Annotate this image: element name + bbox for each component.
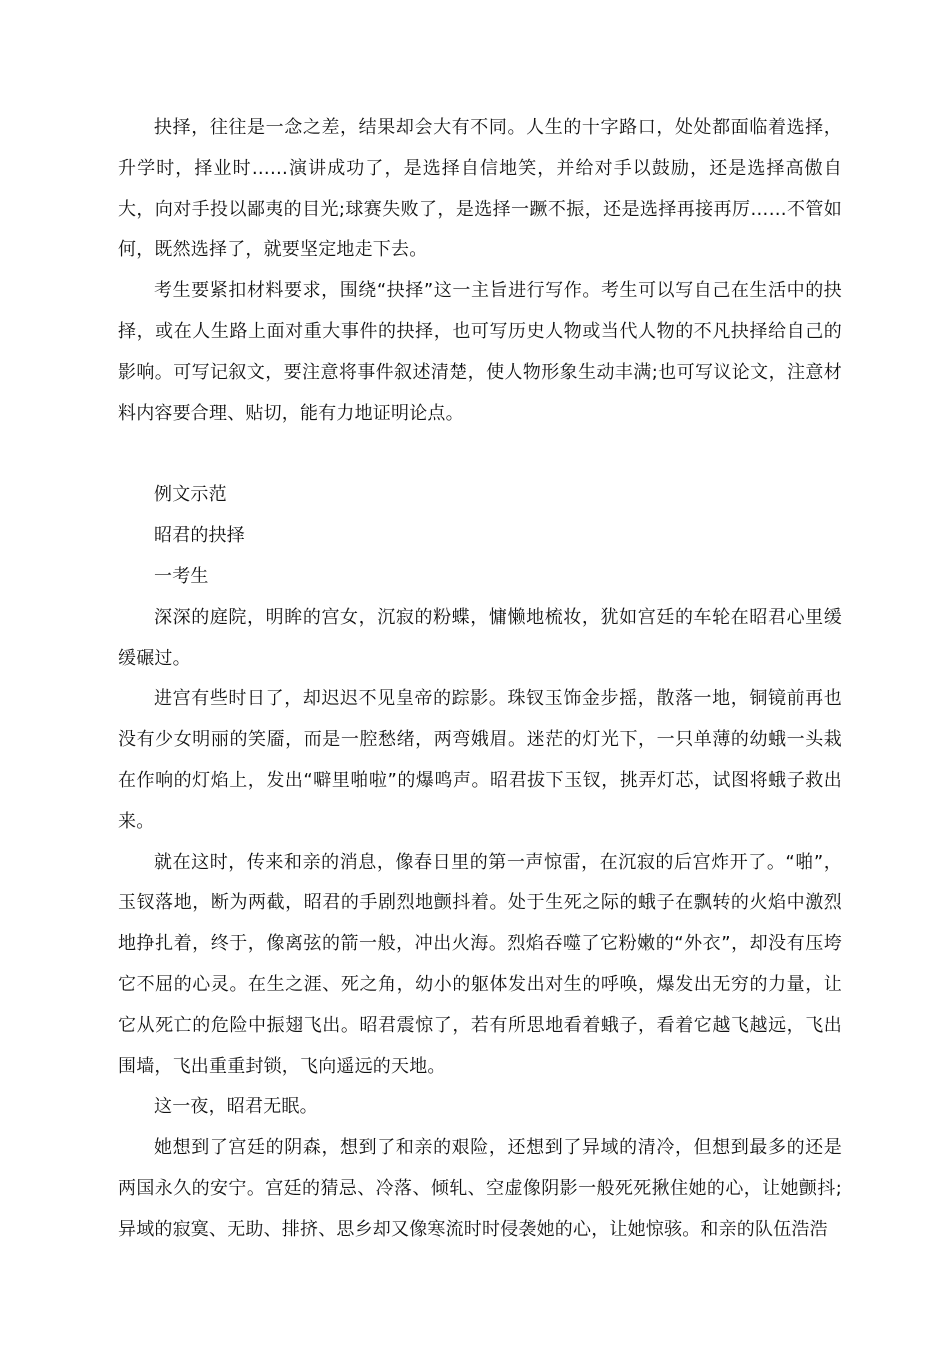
essay-paragraph-4: 这一夜，昭君无眠。 — [154, 1096, 318, 1118]
essay-title: 昭君的抉择 — [154, 525, 245, 547]
section-spacer — [118, 434, 842, 475]
essay-paragraph-5: 她想到了宫廷的阴森，想到了和亲的艰险，还想到了异域的清冷，但想到最多的还是两国永久的安宁。宫廷的猜忌、冷落、倾轧、空虚像阴影一般死死揪住她的心，让她颤抖;异域的寂寞、无助、排挤、思乡却又像寒流时时侵袭她的心，让她惊骇。和亲的队伍浩浩 — [118, 1137, 842, 1240]
intro-paragraph-2: 考生要紧扣材料要求，围绕“抉择”这一主旨进行写作。考生可以写自己在生活中的抉择，或在人生路上面对重大事件的抉择，也可写历史人物或当代人物的不凡抉择给自己的影响。可写记叙文，要注意将事件叙述清楚，使人物形象生动丰满;也可写议论文，注意材料内容要合理、贴切，能有力地证明论点。 — [118, 280, 842, 424]
document-body — [118, 108, 842, 1251]
essay-paragraph-1: 深深的庭院，明眸的宫女，沉寂的粉蝶，慵懒地梳妆，犹如宫廷的车轮在昭君心里缓缓碾过。 — [118, 606, 842, 669]
essay-paragraph-3: 就在这时，传来和亲的消息，像春日里的第一声惊雷，在沉寂的后宫炸开了。“啪”，玉钗落地，断为两截，昭君的手剧烈地颤抖着。处于生死之际的蛾子在飘转的火焰中激烈地挣扎着，终于，像离弦的箭一般，冲出火海。烈焰吞噬了它粉嫩的“外衣”，却没有压垮它不屈的心灵。在生之涯、死之角，幼小的躯体发出对生的呼唤，爆发出无穷的力量，让它从死亡的危险中振翅飞出。昭君震惊了，若有所思地看着蛾子，看着它越飞越远，飞出围墙，飞出重重封锁，飞向遥远的天地。 — [118, 851, 842, 1077]
section-label: 例文示范 — [154, 484, 227, 506]
intro-paragraph-1: 抉择，往往是一念之差，结果却会大有不同。人生的十字路口，处处都面临着选择，升学时，择业时……演讲成功了，是选择自信地笑，并给对手以鼓励，还是选择高傲自大，向对手投以鄙夷的目光;球赛失败了，是选择一蹶不振，还是选择再接再厉……不管如何，既然选择了，就要坚定地走下去。 — [118, 117, 842, 261]
essay-paragraph-2: 进宫有些时日了，却迟迟不见皇帝的踪影。珠钗玉饰金步摇，散落一地，铜镜前再也没有少女明丽的笑靥，而是一腔愁绪，两弯娥眉。迷茫的灯光下，一只单薄的幼蛾一头栽在作响的灯焰上，发出“噼里啪啦”的爆鸣声。昭君拔下玉钗，挑弄灯芯，试图将蛾子救出来。 — [118, 688, 842, 832]
essay-author: 一考生 — [154, 565, 209, 587]
